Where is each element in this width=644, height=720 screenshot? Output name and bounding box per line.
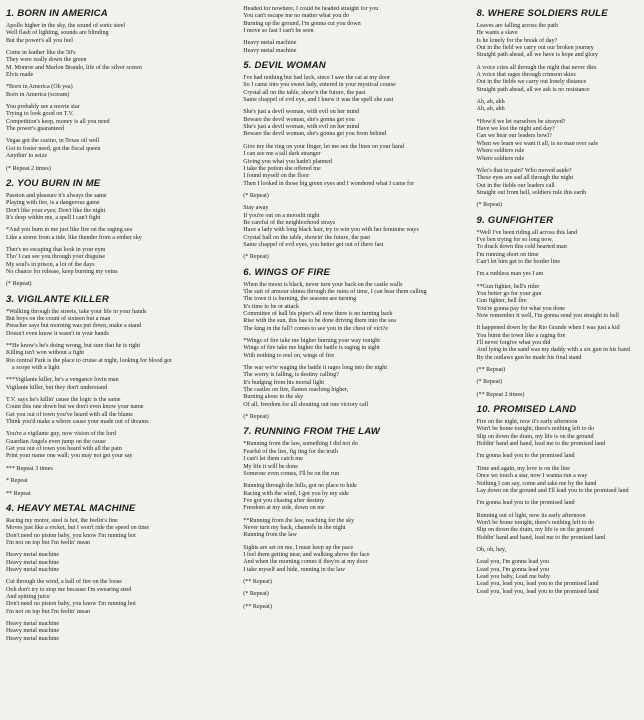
lyric-line: I've got you chasing after destiny [243,497,325,504]
lyric-line: I found myself on the floor [243,173,310,180]
song-title: 2. YOU BURN IN ME [6,177,101,189]
lyric-line: You're a vigilante guy, now vision of the lord [6,431,116,438]
lyric-line: Won't be home tonight, there's nothing left to do [476,519,595,526]
lyric-stanza [6,309,235,338]
lyric-line: (* Repeat) [243,414,269,421]
lyric-line: Trying to look good on T.V. [6,111,74,118]
lyric-line: Heavy metal machine [243,40,297,47]
column-2 [239,6,472,720]
lyric-line: It's deep within me, a spell I can't fight [6,214,101,221]
lyric-line: It's time to be or attack [243,303,300,310]
lyric-line: Time and again, my love is on the line [476,465,570,472]
lyric-stanza [243,545,468,574]
lyric-line: **Gun fighter, hell's rider [476,283,540,290]
lyric-line: You can't escape me no matter what you do [243,13,350,20]
song-title: 6. WINGS OF FIRE [243,266,331,278]
lyric-line: Preacher says but morning was put down, make a stand [6,323,142,330]
lyric-line: But boys on the count of sixteen but a man [6,315,111,322]
lyric-line: It's budging from his mortal light [243,379,325,386]
lyric-line: I take the potion she offered me [243,165,321,172]
lyric-line: The war we're waging the battle it rages long into the night [243,365,388,372]
song-title: 3. VIGILANTE KILLER [6,293,109,305]
lyric-stanza [6,84,235,99]
lyric-line: You better go for your gun [476,290,542,297]
lyric-line: (* Repeat 2 times) [6,165,51,172]
song-title: 10. PROMISED LAND [476,404,577,416]
lyric-line: ***Vigilante killer, he's a vengance lovin man [6,377,119,384]
lyric-line: And spitting juice [6,593,50,600]
lyric-line: *Well I've been riding all across this land [476,229,578,236]
lyric-line: Who's that in pain? Who moved aside? [476,167,572,174]
lyric-line: Slip on down the drain, my life is on the ground [476,527,594,534]
song-block [6,294,235,498]
song-block [243,267,468,422]
lyric-line: Same chappel of evil eye, and I knew it was the spell she cast [243,97,394,104]
lyric-line: Lead you baby, Lead me baby [476,573,550,580]
lyric-line: Think you'd make a whore cause your made out of dreams [6,419,149,426]
lyric-line: (* Repeat) [243,192,269,199]
lyric-line: Get you out of town you heard with all the pain [6,446,122,453]
lyric-stanza [6,343,235,372]
lyric-line: (* Repeat) [476,379,503,386]
lyric-stanza [6,138,235,160]
lyric-stanza [243,579,468,586]
lyric-line: T.V. says he's killin' cause the logic is the same [6,397,121,404]
lyric-line: She's just a devil woman, with evil on her mind [243,124,360,131]
lyric-line: Crystal ball on the table, showin' the future, the past [243,234,371,241]
song-title: 5. DEVIL WOMAN [243,60,326,72]
lyric-line: I feel them getting near, and walking above the face [243,551,370,558]
lyric-line: Born in America (scream) [6,91,70,98]
lyric-line: I'll never forgive what you did [476,340,551,347]
lyric-stanza [243,205,468,249]
lyric-line: Don't need no piston baby, you know I'm running hot [6,601,136,608]
lyric-stanza [243,254,468,261]
lyric-line: Get you out of town you've heard with all the blame [6,411,134,418]
lyric-stanza [477,453,640,460]
lyric-line: Playing with fire, is a dangerous game [6,200,100,207]
lyric-stanza [477,202,640,209]
lyric-line: The town it is burning, the seasons are turning [243,296,357,303]
lyric-line: Racing with the wind, I got you by my side [243,490,349,497]
lyric-line: Lead you, I'm gonna lead you [476,559,550,566]
lyric-line: The power's guaranteed [6,126,64,133]
lyric-stanza [6,166,235,173]
lyric-line: (* Repeat) [243,254,269,261]
lyric-line: The king in the fall? comes to see you in the chest of vict?e [243,325,388,332]
lyric-stanza [243,6,468,35]
lyric-line: Heavy metal machine [6,552,60,559]
lyric-stanza [6,193,235,222]
lyric-line: Tho' I can see you through your disguise [6,254,106,261]
lyric-stanza [243,109,468,138]
lyric-stanza [477,500,640,507]
lyric-stanza [477,419,640,448]
lyric-line: Ah, ah, ahh [476,106,505,113]
lyric-line: *Wings of fire take me higher burning your way tonight [243,338,380,345]
lyric-line: Of all, freedom for all shouting out one victory call [243,401,369,408]
song-block [477,215,640,400]
lyric-line: I've ben trying for so long now, [476,236,553,243]
lyric-stanza [243,75,468,104]
lyric-line: Like a storm from a tide, like thunder from a ember sky [6,234,142,241]
lyric-line: Doesn't even know it wasn't in your hands [6,330,109,337]
lyric-line: You probably see a movie star [6,104,80,111]
lyric-stanza [477,230,640,267]
lyric-line: Heavy metal machine [6,628,60,635]
lyric-line: (** Repeat 2 times) [476,391,525,398]
lyric-stanza [6,397,235,426]
lyric-stanza [6,104,235,133]
lyric-line: The worry is falling, is destiny calling? [243,372,339,379]
lyric-line: (* Repeat) [243,591,269,598]
lyric-line: Beware the devil woman, she's gonna get you [243,116,355,123]
lyric-line: Where soldiers rule [476,155,525,162]
lyric-line: (** Repeat) [476,367,506,374]
lyric-line: Give my the ring on your finger, let me see the lines on your hand [243,143,404,150]
lyric-stanza [477,325,640,362]
lyric-line: If you're out on a moonlit night [243,212,320,219]
lyric-line: Oh, oh, hey, [476,546,507,553]
lyric-line: Rio central Park is the place to cruise at night, looking for blood got [6,357,172,364]
lyric-stanza [243,282,468,333]
lyric-line: M. Monroe and Marlon Brando, life of the silver screen [6,64,142,71]
lyric-line: He wants a slave [476,30,518,37]
lyric-line: Never turn my back, channels in the night [243,524,346,531]
lyric-stanza [477,23,640,60]
lyric-line: I'm not on top but I'm feelin' mean [6,608,91,615]
lyric-line: My soul's in prison, a lot of the days [6,261,95,268]
lyric-line: No chance for release, keep burning my veins [6,268,118,275]
lyric-stanza [477,99,640,114]
lyric-line: Won't be home tonight, there's nothing left to do [476,426,595,433]
song-title: 9. GUNFIGHTER [476,214,554,226]
lyric-line: Killing isn't won without a fight [6,350,85,357]
lyric-line: Got to foster need, got the fiscal queen [6,145,101,152]
lyric-line: When the moon is black, never turn your back on the castle walls [243,281,403,288]
lyric-stanza [6,227,235,242]
lyric-stanza [243,518,468,540]
lyric-stanza [477,392,640,399]
lyric-stanza [6,491,235,498]
lyric-line: Running from the law [243,532,297,539]
lyric-line: **Running from the law, reaching for the sky [243,517,355,524]
lyric-stanza [477,559,640,596]
lyric-line: Print your name one wall; you may not get your say [6,453,133,460]
lyric-line: a scope with a light [12,365,60,372]
column-3 [473,6,640,720]
lyric-line: *And you burn in me just like fire on the raging sea [6,227,133,234]
lyric-stanza [243,40,468,55]
lyric-line: Rise with the sun, this has to be done driving them into the sea [243,318,396,325]
lyric-line: Have a lady with long black hair, try to win you with her feminine ways [243,227,419,234]
lyric-line: Lay down on the ground and I'll lead you to the promised land [476,487,629,494]
lyric-line: Heavy metal machine [6,559,60,566]
lyric-line: Cut through the wind, a ball of fire on the loose [6,579,122,586]
lyric-line: Running out of light, now its early afternoon [476,512,586,519]
lyric-line: *** Repeat 3 times [6,465,53,472]
lyric-line: These eyes are sad all through the night [476,175,574,182]
lyric-line: Heavy metal machine [6,566,60,573]
lyric-line: I've had nothing but bad luck, since I saw the cat at my door [243,75,390,82]
lyric-line: Slip on down the drain, my life is on the ground [476,433,594,440]
lyric-line: Guardian Angels even jump on the cause [6,438,106,445]
lyric-line: Wings of fire take me higher the battle is raging in sight [243,345,380,352]
lyric-stanza [6,50,235,79]
lyric-line: Well flash of lighting, sounds are blinding [6,30,109,37]
lyric-line: Moves just like a rocket, but I won't ride the speed on time [6,525,150,532]
lyric-stanza [477,271,640,278]
lyric-line: Passion and pleasure it's always the same [6,192,107,199]
lyric-line: (* Repeat) [476,202,503,209]
song-block [477,8,640,210]
lyric-line: Where soldiers rule [476,148,525,155]
song-block [477,404,640,596]
lyric-line: A voice that rages through crimson skies [476,72,576,79]
lyric-stanza [6,431,235,460]
lyric-line: Sights are set on me, I must keep up the pace [243,544,354,551]
lyric-line: Ooh don't try to stop me because I'm swearing steel [6,586,132,593]
lyric-line: Is he lonely for the break of day? [476,37,558,44]
lyric-line: Now remember it well, I'm gonna send you straight to hell [476,313,619,319]
song-title: 7. RUNNING FROM THE LAW [243,426,381,438]
lyric-stanza [477,547,640,554]
lyric-stanza [6,466,235,473]
lyric-stanza [6,281,235,288]
lyric-stanza [6,518,235,547]
lyric-line: Freedom at my side, down on me [243,505,325,512]
lyric-line: By the outlaws gun he made his final stand [476,354,582,361]
lyric-line: I'm gonna lead you to the promised land [476,453,575,460]
lyric-line: A voice cries all through the night that never dies [476,64,597,71]
lyric-stanza [477,65,640,94]
lyric-stanza [243,604,468,611]
lyric-line: Heavy metal machine [6,620,60,627]
lyric-line: Holdin' hand and hand, lead me to the promised land [476,534,606,541]
lyric-stanza [243,193,468,200]
lyric-line: They were really down the green [6,57,87,64]
lyric-line: Headed for nowhere, I could be headed straight for you [243,6,379,12]
lyric-line: Fire on the night, now it's early afternoon [476,419,578,426]
lyric-stanza [477,367,640,374]
lyric-stanza [243,414,468,421]
lyric-line: Straight path ahead, all we have is hope and glory [476,52,599,59]
lyric-line: Straight out from hell, soldiers rule this earth [476,189,587,196]
lyric-line: Heavy metal machine [6,635,60,642]
lyric-line: Once we touch a star, now I wanna run a way [476,473,588,480]
lyric-line: Be careful of the neighborhood strays [243,219,336,226]
lyric-stanza [6,377,235,392]
song-block [243,60,468,262]
lyric-line: *Walking through the streets, take your life in your hands [6,308,147,315]
lyric-stanza [243,365,468,409]
lyric-line: When we learn we want it all, is no man ever safe [476,140,599,147]
lyric-line: Elvis made [6,72,34,79]
lyric-line: The suit of armour shines through the ruins of time, I can hear them calling [243,288,427,295]
lyric-line: I'm not on top but I'm feelin' mean [6,539,91,546]
lyric-line: Committee of hall his piper's all now there is no turning back [243,311,393,317]
lyric-line: It happened down by the Rio Grande when I was just a kid [476,325,620,332]
lyric-line: Can't let him get to the border line [476,258,561,265]
lyric-line: Crystal all on the table, show'n the future, the past [243,89,366,96]
lyric-stanza [477,466,640,495]
lyric-line: Vegas got the casino, in Texas oil well [6,138,100,145]
lyric-stanza [243,338,468,360]
lyric-stanza [6,247,235,276]
lyric-line: Stay away [243,205,269,212]
lyric-line: Fearful of the lies, fig ting for the truth [243,448,338,455]
lyric-line: Leaves are falling across the path [476,23,558,29]
lyric-line: * Repeat [6,478,28,485]
lyric-line: Gun fighter, hell fire [476,298,527,305]
lyric-line: The castles on fire, flames reaching higher, [243,387,349,394]
lyric-line: Straight path ahead, all we ask is no resistance [476,86,590,93]
lyric-line: Nothing I can say, come and take me by the hand [476,480,597,487]
lyric-line: Someone even comes, I'll be on the run [243,470,340,477]
lyric-line: (** Repeat) [243,603,272,610]
lyric-line: Lead you, lead you, lead you to the promised land [476,588,599,595]
lyric-line: Burning alone in the sky [243,394,304,401]
lyric-stanza [6,621,235,643]
lyric-line: (* Repeat) [6,281,32,288]
lyric-line: You burnt the town like a raging fire [476,332,566,339]
lyric-line: But the power's all you feel [6,37,73,44]
lyric-line: Holdin' hand and hand, lead me to the promised land [476,441,606,448]
lyric-line: I move so fast I can't be seen [243,28,314,35]
lyric-line: Don't need no piston baby, you know I'm running hot [6,532,136,539]
lyric-line: Don't like your eyes; Don't like the night [6,207,106,214]
lyric-stanza [477,379,640,386]
lyric-line: And when the morning comes if they're at my door [243,559,368,566]
lyric-stanza [6,552,235,574]
lyric-line: I take myself and hide, running in the law [243,566,345,573]
lyric-line: Running through the hills, got no place to hide [243,483,357,490]
lyric-line: Competition's keep, money is all you need [6,118,110,125]
lyric-line: You're gonna pay for what you done [476,305,566,312]
lyric-line: I can't let them catch me [243,456,303,463]
lyric-line: Ah, ah, ahh [476,99,505,106]
lyric-line: And lying in the sand was my daddy with a six gun in his hand [476,347,630,354]
song-block [6,503,235,643]
lyric-line: (** Repeat) [243,578,272,585]
lyric-stanza [6,478,235,485]
song-block [243,426,468,611]
lyric-line: Lead you, I'm gonna lead you [476,566,550,573]
lyric-line: Heavy metal machine [243,47,297,54]
lyric-line: Out in the fields we carry out lonely distance [476,79,587,86]
lyric-stanza [243,441,468,478]
lyric-line: So I came into you sweet lady, entered in your mystical course [243,82,396,89]
lyric-line: ** Repeat [6,490,31,497]
lyric-line: Come in leather like the 50's [6,50,76,57]
lyric-line: To drack down this cold hearted man [476,244,567,251]
lyric-line: I can see me a tall dark stranger [243,151,321,158]
song-block [6,8,235,173]
song-block [243,6,468,55]
lyric-line: Anythin' to seize [6,153,48,160]
lyric-line: My life it will be done [243,463,298,470]
lyric-line: Giving you what you hadn't planned [243,158,332,165]
lyric-stanza [477,284,640,321]
song-title: 8. WHERE SOLDIERS RULE [476,8,608,19]
lyric-stanza [477,168,640,197]
song-block [6,178,235,289]
column-1 [6,6,239,720]
lyric-line: **He know's he's doing wrong, but sure that he is right [6,343,141,349]
lyric-line: Same chappel of evil eyes, you better get out of there fast [243,241,384,248]
lyric-line: I'm running short on time [476,251,539,258]
lyric-line: I'm gonna lead you to the promised land [476,500,575,507]
lyric-line: Racing my motor, steel is hot, the feelin's fine [6,517,118,524]
lyric-line: Burning up the ground, I'm gonna cut you down [243,20,361,27]
lyric-line: Out in the field we carry out our broken journey [476,45,594,52]
lyric-stanza [6,23,235,45]
lyric-stanza [477,119,640,163]
song-title: 4. HEAVY METAL MACHINE [6,502,136,514]
lyric-line: I'm a ruthless man yes I am [476,271,544,278]
lyric-stanza [6,579,235,616]
lyric-line: Out in the fields our leaders call [476,182,555,189]
lyric-stanza [477,513,640,542]
song-title: 1. BORN IN AMERICA [6,8,108,19]
lyric-line: *Running from the law, something I did not do [243,441,358,448]
lyric-line: Can we hear our leaders howl? [476,133,552,140]
lyric-stanza [243,483,468,512]
lyric-line: Lead you, lead you, lead you to the promised land [476,581,599,588]
lyric-line: Vigilante killer, but they don't understand [6,384,108,391]
lyric-line: Apollo higher in the sky, the sound of sonic steel [6,23,126,29]
lyric-line: *How'd we let ourselves be strayed? [476,118,566,125]
lyric-line: Beware the devil woman, she's gonna get you from behind [243,131,387,138]
lyric-line: Have we lost the night and day? [476,126,555,133]
lyric-stanza [243,591,468,598]
lyric-line: Then I looked in those big green eyes and I wondered what I came for [243,180,415,187]
lyric-line: Ther's no escaping that look in your eym [6,246,106,253]
lyric-line: She's just a devil woman, with evil on her mind [243,109,360,116]
lyric-line: With nothing to reel on, wings of fire [243,352,335,359]
lyric-line: *Born in America (Oh yea) [6,84,73,91]
lyric-line: Count this one down but we don't even know your name [6,404,144,411]
lyric-stanza [243,144,468,188]
